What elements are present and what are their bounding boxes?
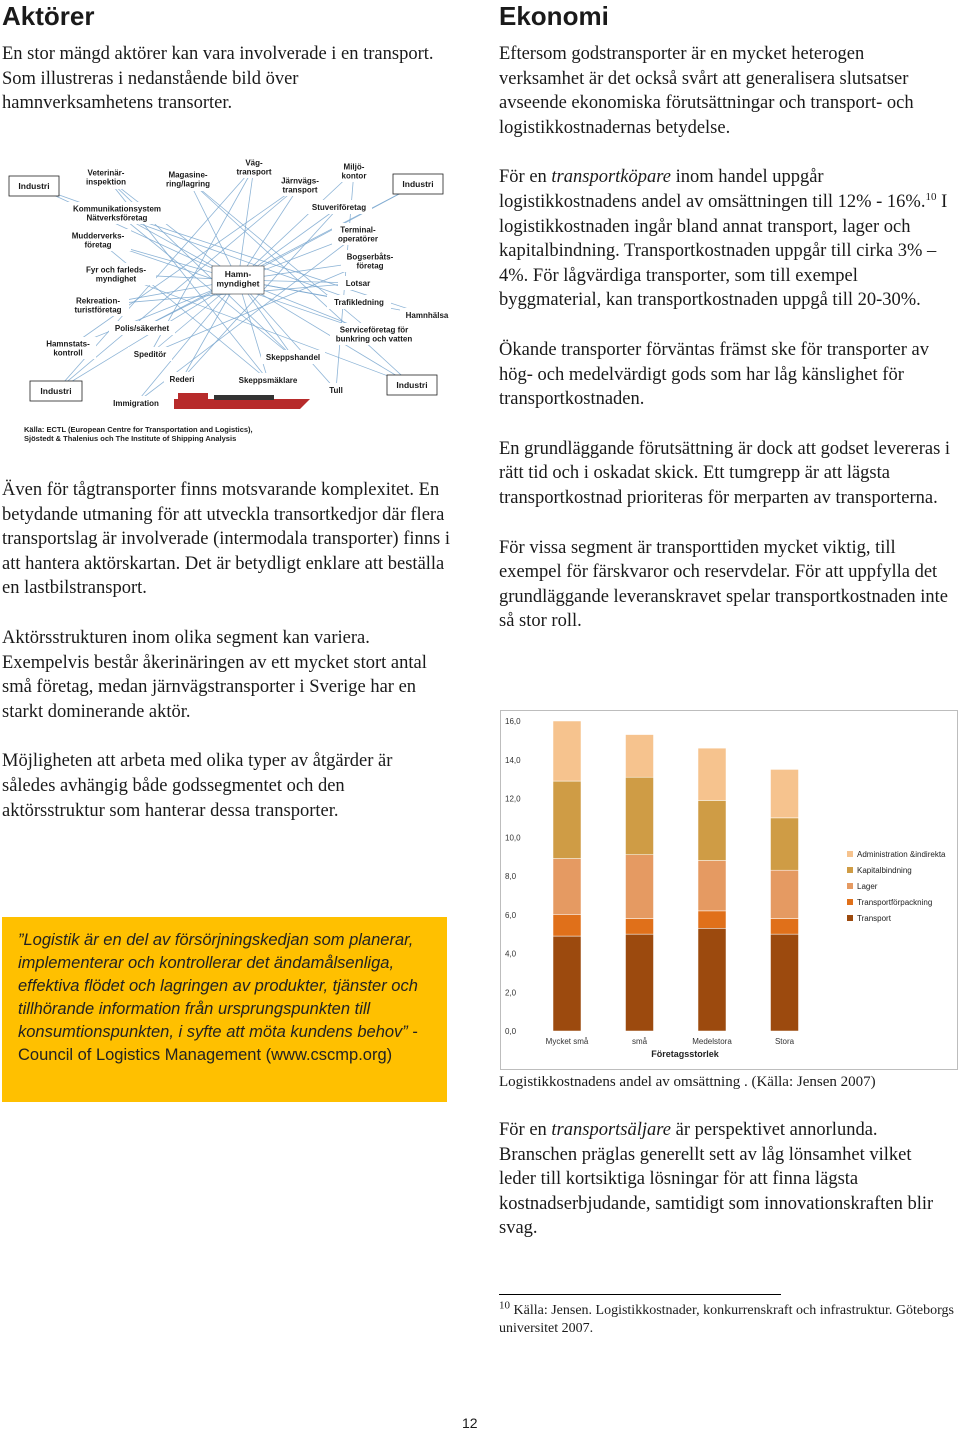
diagram-node-label: Magasine-ring/lagring <box>166 170 210 189</box>
ship-icon <box>174 393 310 409</box>
diagram-node <box>393 174 443 194</box>
diagram-node-label: Lotsar <box>345 278 371 288</box>
diagram-node <box>65 229 131 251</box>
footnote-ref: 10 <box>925 190 937 203</box>
bar-segment <box>698 748 726 800</box>
actor-diagram <box>2 150 464 450</box>
y-tick-label: 4,0 <box>505 949 517 959</box>
cost-chart-svg <box>501 711 957 1069</box>
diagram-node <box>160 167 216 191</box>
bar-segment <box>626 919 654 935</box>
diagram-node-label: Industri <box>402 178 434 189</box>
bar-segment <box>553 859 581 915</box>
y-tick-label: 6,0 <box>505 910 517 920</box>
diagram-node <box>109 321 175 335</box>
left-paragraph-2: Aktörsstrukturen inom olika segment kan variera. Exempelvis består åkerinäringen av ett mycket stort antal små företag, medan järnvägstransporter i Sverige har en starkt dominerande aktör. <box>2 627 427 722</box>
diagram-node-label: Polis/säkerhet <box>114 323 170 333</box>
y-tick-label: 12,0 <box>505 794 521 804</box>
diagram-node <box>341 250 399 272</box>
diagram-node <box>306 200 372 214</box>
legend-item <box>847 914 892 923</box>
diagram-node <box>80 165 132 189</box>
diagram-node-label: Rederi <box>169 374 195 384</box>
diagram-center-node <box>212 266 264 294</box>
bar-segment <box>698 911 726 928</box>
bar-segment <box>771 818 799 870</box>
diagram-node-label: Industri <box>40 385 72 396</box>
right-body <box>499 42 951 634</box>
diagram-nodes <box>9 156 454 410</box>
term-transportkopare: transportköpare <box>551 167 671 188</box>
bar-segment <box>698 800 726 860</box>
footnote: $^{10}$ Källa: Jensen. Logistikkostnader, konkurrenskraft och infrastruktur. Göteborgs universitet 2007. <box>499 1299 954 1336</box>
x-tick-label: Medelstora <box>692 1037 732 1046</box>
x-tick-label: små <box>631 1037 648 1046</box>
diagram-node-label: Järnvägs-transport <box>281 176 319 195</box>
diagram-node-label: Fyr och farleds-myndighet <box>85 265 147 284</box>
diagram-node <box>400 308 454 322</box>
diagram-node-label: Skeppsmäklare <box>238 375 298 385</box>
diagram-node <box>105 396 167 410</box>
diagram-node-label: Tull <box>329 385 343 395</box>
diagram-center-label: Hamn-myndighet <box>216 269 260 289</box>
right-paragraph-1: Eftersom godstransporter är en mycket heterogen verksamhet är det också svårt att generalisera slutsatser avseende ekonomiska förutsättningar och transport- och logistikkostnadernas betydelse. <box>499 44 914 138</box>
legend-label: Transportförpackning <box>857 898 933 907</box>
quote-text: ”Logistik är en del av försörjningskedjan som planerar, implementerar och kontrollerar det ändamålsenliga, effektiva flödet och lagringen av produkter, tjänster och tillhörande information från ursprungspunkten till konsumtionspunkten, i syfte att möta kundens behov” <box>18 931 418 1041</box>
diagram-node <box>332 223 384 245</box>
diagram-node-label: Skeppshandel <box>265 352 321 362</box>
diagram-node-label: Industri <box>396 379 428 390</box>
heading-ekonomi: Ekonomi <box>499 1 609 31</box>
legend-item <box>847 866 912 875</box>
quote-attribution: - Council of Logistics Management (www.cscmp.org) <box>18 1023 418 1064</box>
y-tick-label: 14,0 <box>505 755 521 765</box>
diagram-node-label: Serviceföretag för bunkring och vatten <box>335 325 413 344</box>
bar-segment <box>553 936 581 1031</box>
bar-segment <box>771 870 799 918</box>
left-intro <box>2 42 450 116</box>
left-body <box>2 478 450 823</box>
right-paragraph-6: För en transportsäljare är perspektivet annorlunda. Branschen präglas generellt sett av låg lönsamhet vilket leder till kortsiktiga lösningar för att finna lägsta kostnadserbjudande, samtidigt som innovationskraften blir svag. <box>499 1120 934 1239</box>
x-tick-label: Mycket små <box>545 1037 589 1046</box>
bar-segment <box>698 861 726 911</box>
diagram-node-label: Mudderverks-företag <box>71 231 125 250</box>
y-tick-label: 8,0 <box>505 872 517 881</box>
diagram-node <box>9 176 59 196</box>
y-tick-label: 16,0 <box>505 717 521 726</box>
bar-segment <box>626 855 654 919</box>
diagram-node-label: Miljö-kontor <box>341 162 367 181</box>
diagram-node <box>233 156 275 178</box>
diagram-node-label: Kommunikationsystem Nätverksföretag <box>72 204 162 223</box>
diagram-node <box>67 202 167 224</box>
diagram-source: Källa: ECTL (European Centre for Transportation and Logistics), Sjöstedt & Thalenius och The Institute of Shipping Analysis <box>24 425 253 443</box>
bar-segment <box>553 781 581 859</box>
connection-line <box>182 280 238 379</box>
diagram-node-label: Industri <box>18 180 50 191</box>
diagram-node-label: Trafikledning <box>334 297 384 307</box>
y-tick-label: 0,0 <box>505 1027 517 1036</box>
legend-label: Administration &indirekta <box>857 850 946 859</box>
diagram-node-label: Hamnhälsa <box>405 310 449 320</box>
x-axis-label: Företagsstorlek <box>651 1049 719 1059</box>
right-paragraph-3: Ökande transporter förväntas främst ske för transporter av hög- och medelvärdigt gods som har låg känslighet för transportkostnaden. <box>499 339 929 410</box>
x-axis <box>546 1037 795 1046</box>
diagram-node-label: Terminal-operatörer <box>337 225 379 244</box>
diagram-node <box>330 323 418 345</box>
diagram-node <box>164 372 200 386</box>
page-number: 12 <box>462 1415 478 1431</box>
cost-chart <box>500 710 958 1070</box>
bar-segment <box>626 934 654 1031</box>
diagram-node-label: Hamnstats-kontroll <box>46 339 90 358</box>
footnote-divider <box>499 1294 781 1295</box>
bar-segment <box>698 928 726 1031</box>
diagram-node <box>337 160 371 182</box>
left-paragraph-1: Även för tågtransporter finns motsvarande komplexitet. En betydande utmaning för att utveckla transortkedjor där flera transportslag är involverade (intermodala transporter) finns i att hantera aktörskartan. Det är betydligt enklare att beställa en lastbilstransport. <box>2 480 450 599</box>
diagram-node <box>387 375 437 395</box>
diagram-node <box>128 347 172 361</box>
y-tick-label: 2,0 <box>505 988 517 998</box>
bar-segment <box>553 915 581 936</box>
diagram-node <box>276 174 324 196</box>
right-paragraph-5: För vissa segment är transporttiden mycket viktig, till exempel för färskvaror och reservdelar. För att uppfylla det grundläggande leveranskravet spelar transportkostnaden inte så stor roll. <box>499 537 948 632</box>
diagram-node <box>233 373 303 387</box>
diagram-node <box>30 381 82 401</box>
y-axis <box>505 717 521 1036</box>
diagram-node <box>327 295 391 309</box>
heading-aktorer: Aktörer <box>2 1 95 31</box>
diagram-node-label: Immigration <box>113 398 159 408</box>
bar-segment <box>626 735 654 778</box>
diagram-node-label: Bogserbåts-företag <box>346 252 394 271</box>
quote-box <box>2 917 447 1102</box>
bar-segment <box>771 769 799 817</box>
left-paragraph-3: Möjligheten att arbeta med olika typer av åtgärder är således avhängig både godssegmentet och den aktörsstruktur som hanterar dessa transporter. <box>2 751 393 821</box>
diagram-node <box>322 383 350 397</box>
bar-segment <box>771 919 799 935</box>
diagram-node <box>67 294 129 316</box>
term-transportsaljare: transportsäljare <box>551 1120 672 1140</box>
intro-paragraph: En stor mängd aktörer kan vara involverade i en transport. Som illustreras i nedanstående bild över hamnverksamhetens transorter. <box>2 44 434 114</box>
bar-segment <box>553 721 581 781</box>
diagram-node-label: Veterinär-inspektion <box>85 168 127 187</box>
y-tick-label: 10,0 <box>505 833 521 843</box>
right-paragraph-2: För en transportköpare inom handel uppgår logistikkostnadens andel av omsättningen till 12% - 16%.$^{10}$ I logistikkostnaden ingår bland annat transport, lager och kapitalbindning. Transportkostnaden uppgår till cirka 3% – 4%. För lågvärdiga transporter, som till exempel byggmaterial, kan transportkostnaden uppgå till 20-30%. <box>499 167 948 311</box>
legend-item <box>847 850 946 859</box>
diagram-node <box>76 263 156 285</box>
legend-label: Transport <box>857 914 891 923</box>
diagram-node-label: Speditör <box>133 349 167 359</box>
bar-segment <box>771 934 799 1031</box>
diagram-node <box>40 337 96 359</box>
footnote-text: Källa: Jensen. Logistikkostnader, konkurrenskraft och infrastruktur. Göteborgs universitet 2007. <box>499 1303 954 1336</box>
diagram-node <box>261 350 325 364</box>
legend-item <box>847 882 878 891</box>
diagram-node-label: Stuveriföretag <box>311 202 367 212</box>
chart-caption: Logistikkostnadens andel av omsättning . (Källa: Jensen 2007) <box>499 1074 876 1090</box>
connection-line <box>238 167 254 280</box>
diagram-node-label: Väg-transport <box>236 158 272 177</box>
right-paragraph-4: En grundläggande förutsättning är dock att godset levereras i rätt tid och i oskadat skick. Ett tumgrepp är att lägsta transportkostnad prioriteras för merparten av transporterna. <box>499 438 951 508</box>
legend-item <box>847 898 932 907</box>
bars <box>553 721 799 1031</box>
bar-segment <box>626 777 654 855</box>
legend-label: Lager <box>857 882 878 891</box>
x-tick-label: Stora <box>774 1037 795 1046</box>
legend-label: Kapitalbindning <box>857 866 912 875</box>
legend <box>847 850 946 923</box>
diagram-node <box>338 276 378 290</box>
diagram-node-label: Rekreation-turistföretag <box>74 296 122 315</box>
